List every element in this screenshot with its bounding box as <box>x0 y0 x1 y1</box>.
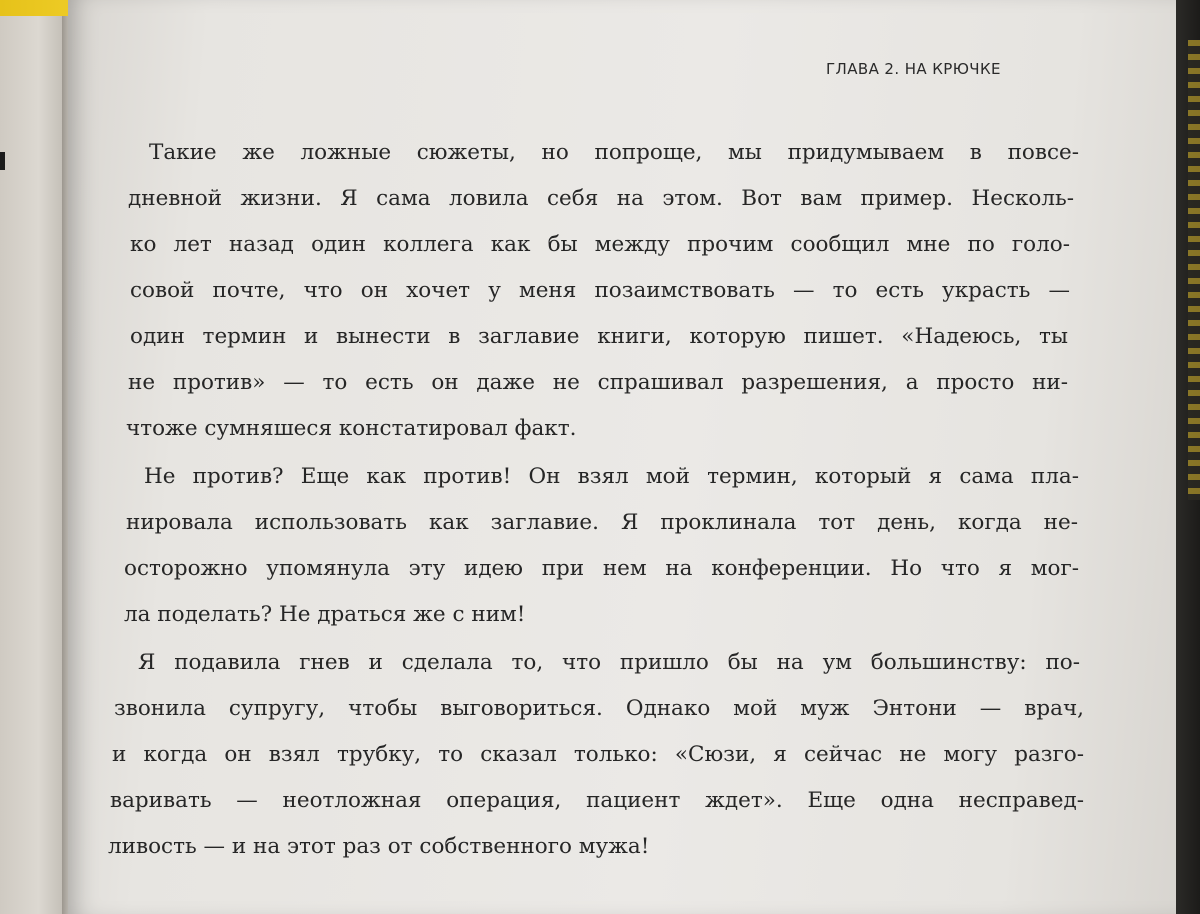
book-page <box>68 0 1176 914</box>
text-line: звонила супругу, чтобы выговориться. Однако мой муж Энтони — врач, <box>114 696 1084 721</box>
text-line: дневной жизни. Я сама ловила себя на этом. Вот вам пример. Несколь- <box>128 186 1074 211</box>
text-line: осторожно упомянула эту идею при нем на конференции. Но что я мог- <box>124 556 1079 581</box>
text-line: нировала использовать как заглавие. Я проклинала тот день, когда не- <box>126 510 1078 535</box>
text-line: совой почте, что он хочет у меня позаимствовать — то есть украсть — <box>130 278 1070 303</box>
text-line: и когда он взял трубку, то сказал только: «Сюзи, я сейчас не могу разго- <box>112 742 1084 767</box>
text-line: Я подавила гнев и сделала то, что пришло бы на ум большинству: по- <box>138 650 1080 675</box>
text-line: Такие же ложные сюжеты, но попроще, мы придумываем в повсе- <box>149 140 1079 165</box>
adjacent-book-stripe <box>1188 40 1200 500</box>
text-line: Не против? Еще как против! Он взял мой термин, который я сама пла- <box>144 464 1079 489</box>
text-line: ла поделать? Не драться же с ним! <box>124 602 526 627</box>
left-page-mark <box>0 152 5 170</box>
text-line: ливость — и на этот раз от собственного мужа! <box>108 834 650 859</box>
left-page-edge <box>0 6 70 914</box>
running-head: ГЛАВА 2. НА КРЮЧКЕ <box>826 60 1001 78</box>
text-line: варивать — неотложная операция, пациент ждет». Еще одна несправед- <box>110 788 1084 813</box>
text-line: не против» — то есть он даже не спрашивал разрешения, а просто ни- <box>128 370 1068 395</box>
text-line: чтоже сумняшеся констатировал факт. <box>126 416 577 441</box>
text-line: ко лет назад один коллега как бы между прочим сообщил мне по голо- <box>130 232 1070 257</box>
text-line: один термин и вынести в заглавие книги, которую пишет. «Надеюсь, ты <box>130 324 1068 349</box>
